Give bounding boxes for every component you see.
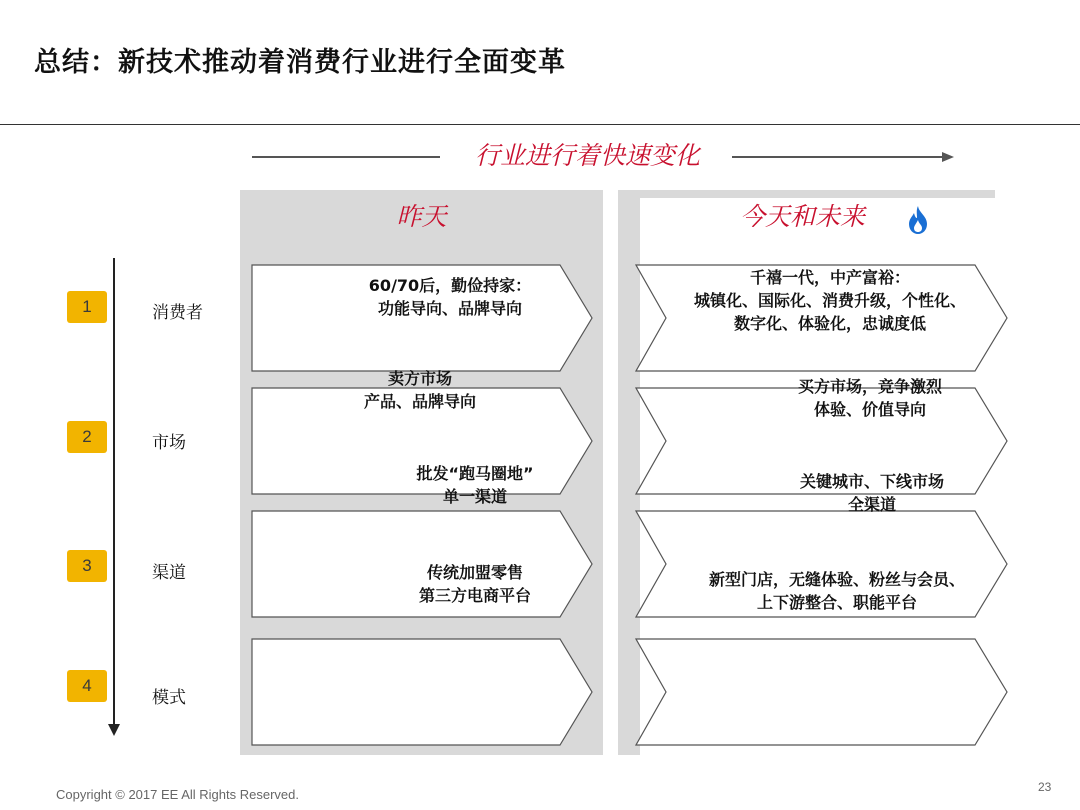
row-label-channel: 渠道 <box>152 563 186 583</box>
row-badge-1: 1 <box>67 291 107 323</box>
channel-today-text: 新型门店，无缝体验、粉丝与会员、 上下游整合、职能平台 <box>708 570 965 612</box>
consumer-yesterday-text: 60/70后，勤俭持家： 功能导向、品牌导向 <box>368 276 532 318</box>
market-today-text: 买方市场，竞争激烈 体验、价值导向 <box>797 377 942 419</box>
row-badge-2: 2 <box>67 421 107 453</box>
consumer-today-text: 千禧一代，中产富裕： 城镇化、国际化、消费升级，个性化、 数字化、体验化，忠诚度低 <box>693 268 966 333</box>
page-title: 总结：新技术推动着消费行业进行全面变革 <box>34 47 566 78</box>
trend-label: 行业进行着快速变化 <box>474 141 700 170</box>
row-badge-3: 3 <box>67 550 107 582</box>
row-badge-4: 4 <box>67 670 107 702</box>
market-yesterday-text: 卖方市场 产品、品牌导向 <box>363 369 476 411</box>
row-label-consumer: 消费者 <box>152 303 203 323</box>
row-label-market: 市场 <box>152 433 186 453</box>
channel-today-top-text: 关键城市、下线市场 全渠道 <box>799 472 944 514</box>
row-label-model: 模式 <box>152 688 186 708</box>
page-number: 23 <box>1038 780 1052 794</box>
channel-yesterday-text: 传统加盟零售 第三方电商平台 <box>418 563 531 605</box>
chevron-yesterday-4 <box>252 639 592 745</box>
channel-yesterday-top-text: 批发“跑马圈地” 单一渠道 <box>416 464 534 506</box>
chevron-today-4 <box>636 639 1007 745</box>
yesterday-header: 昨天 <box>396 202 447 231</box>
copyright-text: Copyright © 2017 EE All Rights Reserved. <box>56 787 299 802</box>
today-header: 今天和未来 <box>739 202 865 231</box>
